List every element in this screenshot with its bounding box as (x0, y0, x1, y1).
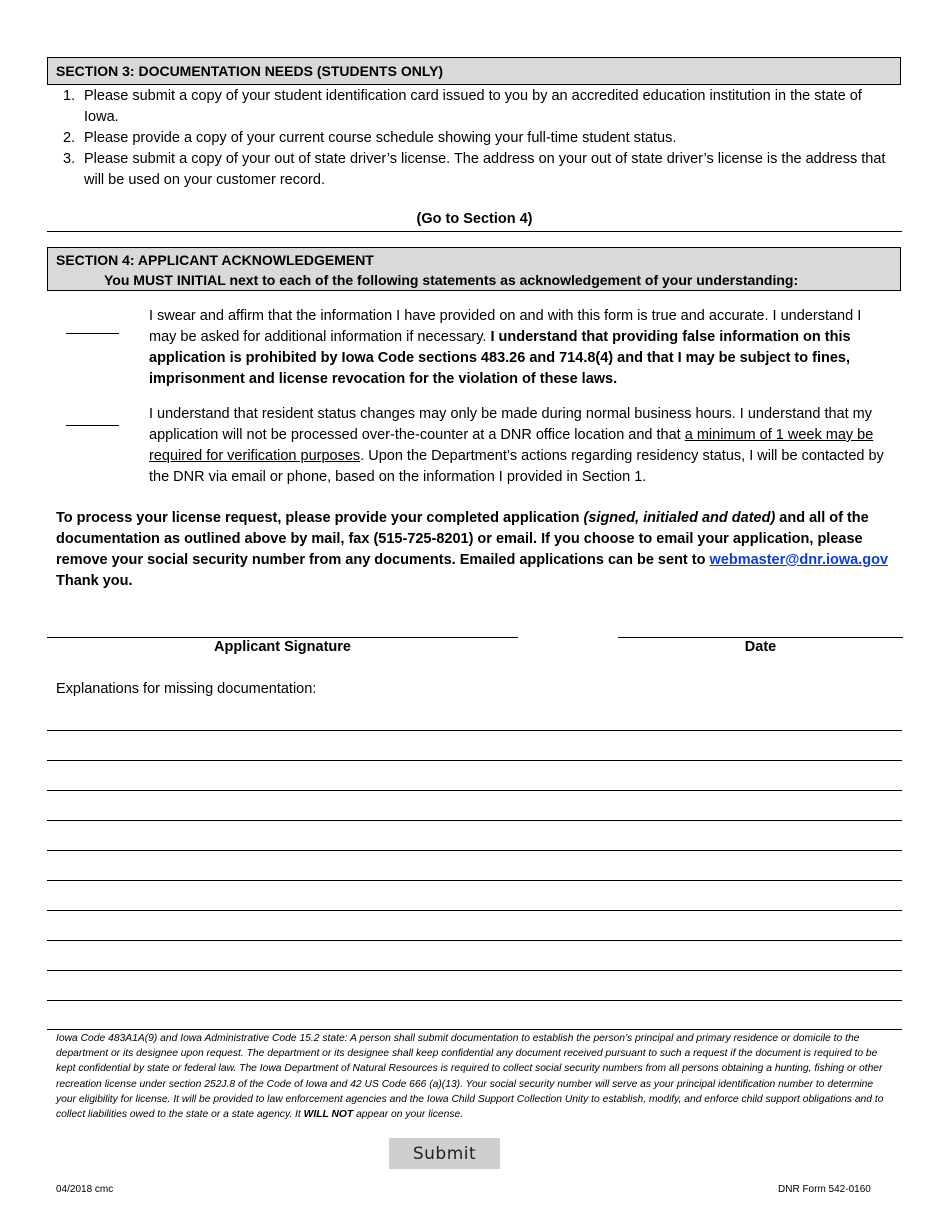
submit-button[interactable]: Submit (389, 1138, 500, 1169)
explanation-line[interactable] (47, 880, 902, 881)
initial-field-2[interactable] (66, 425, 119, 426)
section3-header (47, 57, 901, 85)
explanation-line[interactable] (47, 760, 902, 761)
section4-subtitle: You MUST INITIAL next to each of the following statements as acknowledgement of your understanding: (104, 272, 799, 288)
explanation-line[interactable] (47, 730, 902, 731)
acknowledgement-statement-2: I understand that resident status changes may only be made during normal business hours. I understand that my application will not be processed over-the-counter at a DNR office location and that a minimum of 1 week may be required for verification purposes. Upon the Department’s actions regarding residency status, I will be contacted by the DNR via email or phone, based on the information I provided in Section 1. (149, 406, 884, 485)
explanation-line[interactable] (47, 850, 902, 851)
acknowledgement-statement-1: I swear and affirm that the information I have provided on and with this form is true and accurate. I understand I may be asked for additional information if necessary. I understand that providing false information on this application is prohibited by Iowa Code sections 483.26 and 714.8(4) and that I may be subject to fines, imprisonment and license revocation for the violation of these laws. (149, 308, 862, 387)
date-line[interactable] (618, 637, 903, 638)
initial-field-1[interactable] (66, 333, 119, 334)
explanations-label: Explanations for missing documentation: (56, 681, 317, 697)
date-label: Date (744, 639, 777, 655)
divider (47, 231, 902, 232)
goto-section4: (Go to Section 4) (416, 211, 533, 227)
explanation-line[interactable] (47, 820, 902, 821)
documentation-list (57, 86, 887, 191)
instructions: To process your license request, please provide your completed application (signed, initialed and dated) and all of the documentation as outlined above by mail, fax (515-725-8201) or email. If you choose to email your application, please remove your social security number from any documents. Emailed applications can be sent to webmaster@dnr.iowa.gov Thank you. (56, 510, 889, 589)
legal-divider (47, 1029, 902, 1030)
list-item: 1. Please submit a copy of your student identification card issued to you by an accredited education institution in the state of Iowa. (63, 88, 862, 125)
list-item: 3. Please submit a copy of your out of state driver’s license. The address on your out of state driver’s license is the address that will be used on your customer record. (63, 151, 886, 188)
applicant-signature-label: Applicant Signature (214, 639, 351, 655)
explanation-line[interactable] (47, 1000, 902, 1001)
legal-notice: Iowa Code 483A1A(9) and Iowa Administrative Code 15.2 state: A person shall submit documentation to establish the person’s principal and primary residence or domicile to the department or its designee upon request. The department or its designee shall keep confidential any document received pursuant to such a request if the document is required to be kept confidential by state or federal law. The Iowa Department of Natural Resources is required to collect social security numbers from all persons obtaining a hunting, fishing or other recreation license under section 252J.8 of the Code of Iowa and 42 US Code 666 (a)(13). Your social security number will serve as your principal identification number to determine your eligibility for license. It will be provided to law enforcement agencies and the Iowa Child Support Collection Unity to establish, modify, and enforce child support obligations and to collect liabilities owed to the state or a state agency. It WILL NOT appear on your license. (56, 1033, 884, 1121)
applicant-signature-line[interactable] (47, 637, 518, 638)
explanation-line[interactable] (47, 910, 902, 911)
email-link[interactable]: webmaster@dnr.iowa.gov (709, 552, 889, 568)
footer-date-code: 04/2018 cmc (56, 1184, 114, 1195)
explanation-line[interactable] (47, 970, 902, 971)
list-item: 2. Please provide a copy of your current course schedule showing your full-time student status. (63, 130, 677, 146)
section4-title: SECTION 4: APPLICANT ACKNOWLEDGEMENT (56, 252, 374, 268)
section3-title: SECTION 3: DOCUMENTATION NEEDS (STUDENTS ONLY) (56, 63, 444, 79)
explanation-line[interactable] (47, 940, 902, 941)
explanation-line[interactable] (47, 790, 902, 791)
footer-form-number: DNR Form 542-0160 (778, 1184, 871, 1195)
section4-header (47, 247, 901, 291)
